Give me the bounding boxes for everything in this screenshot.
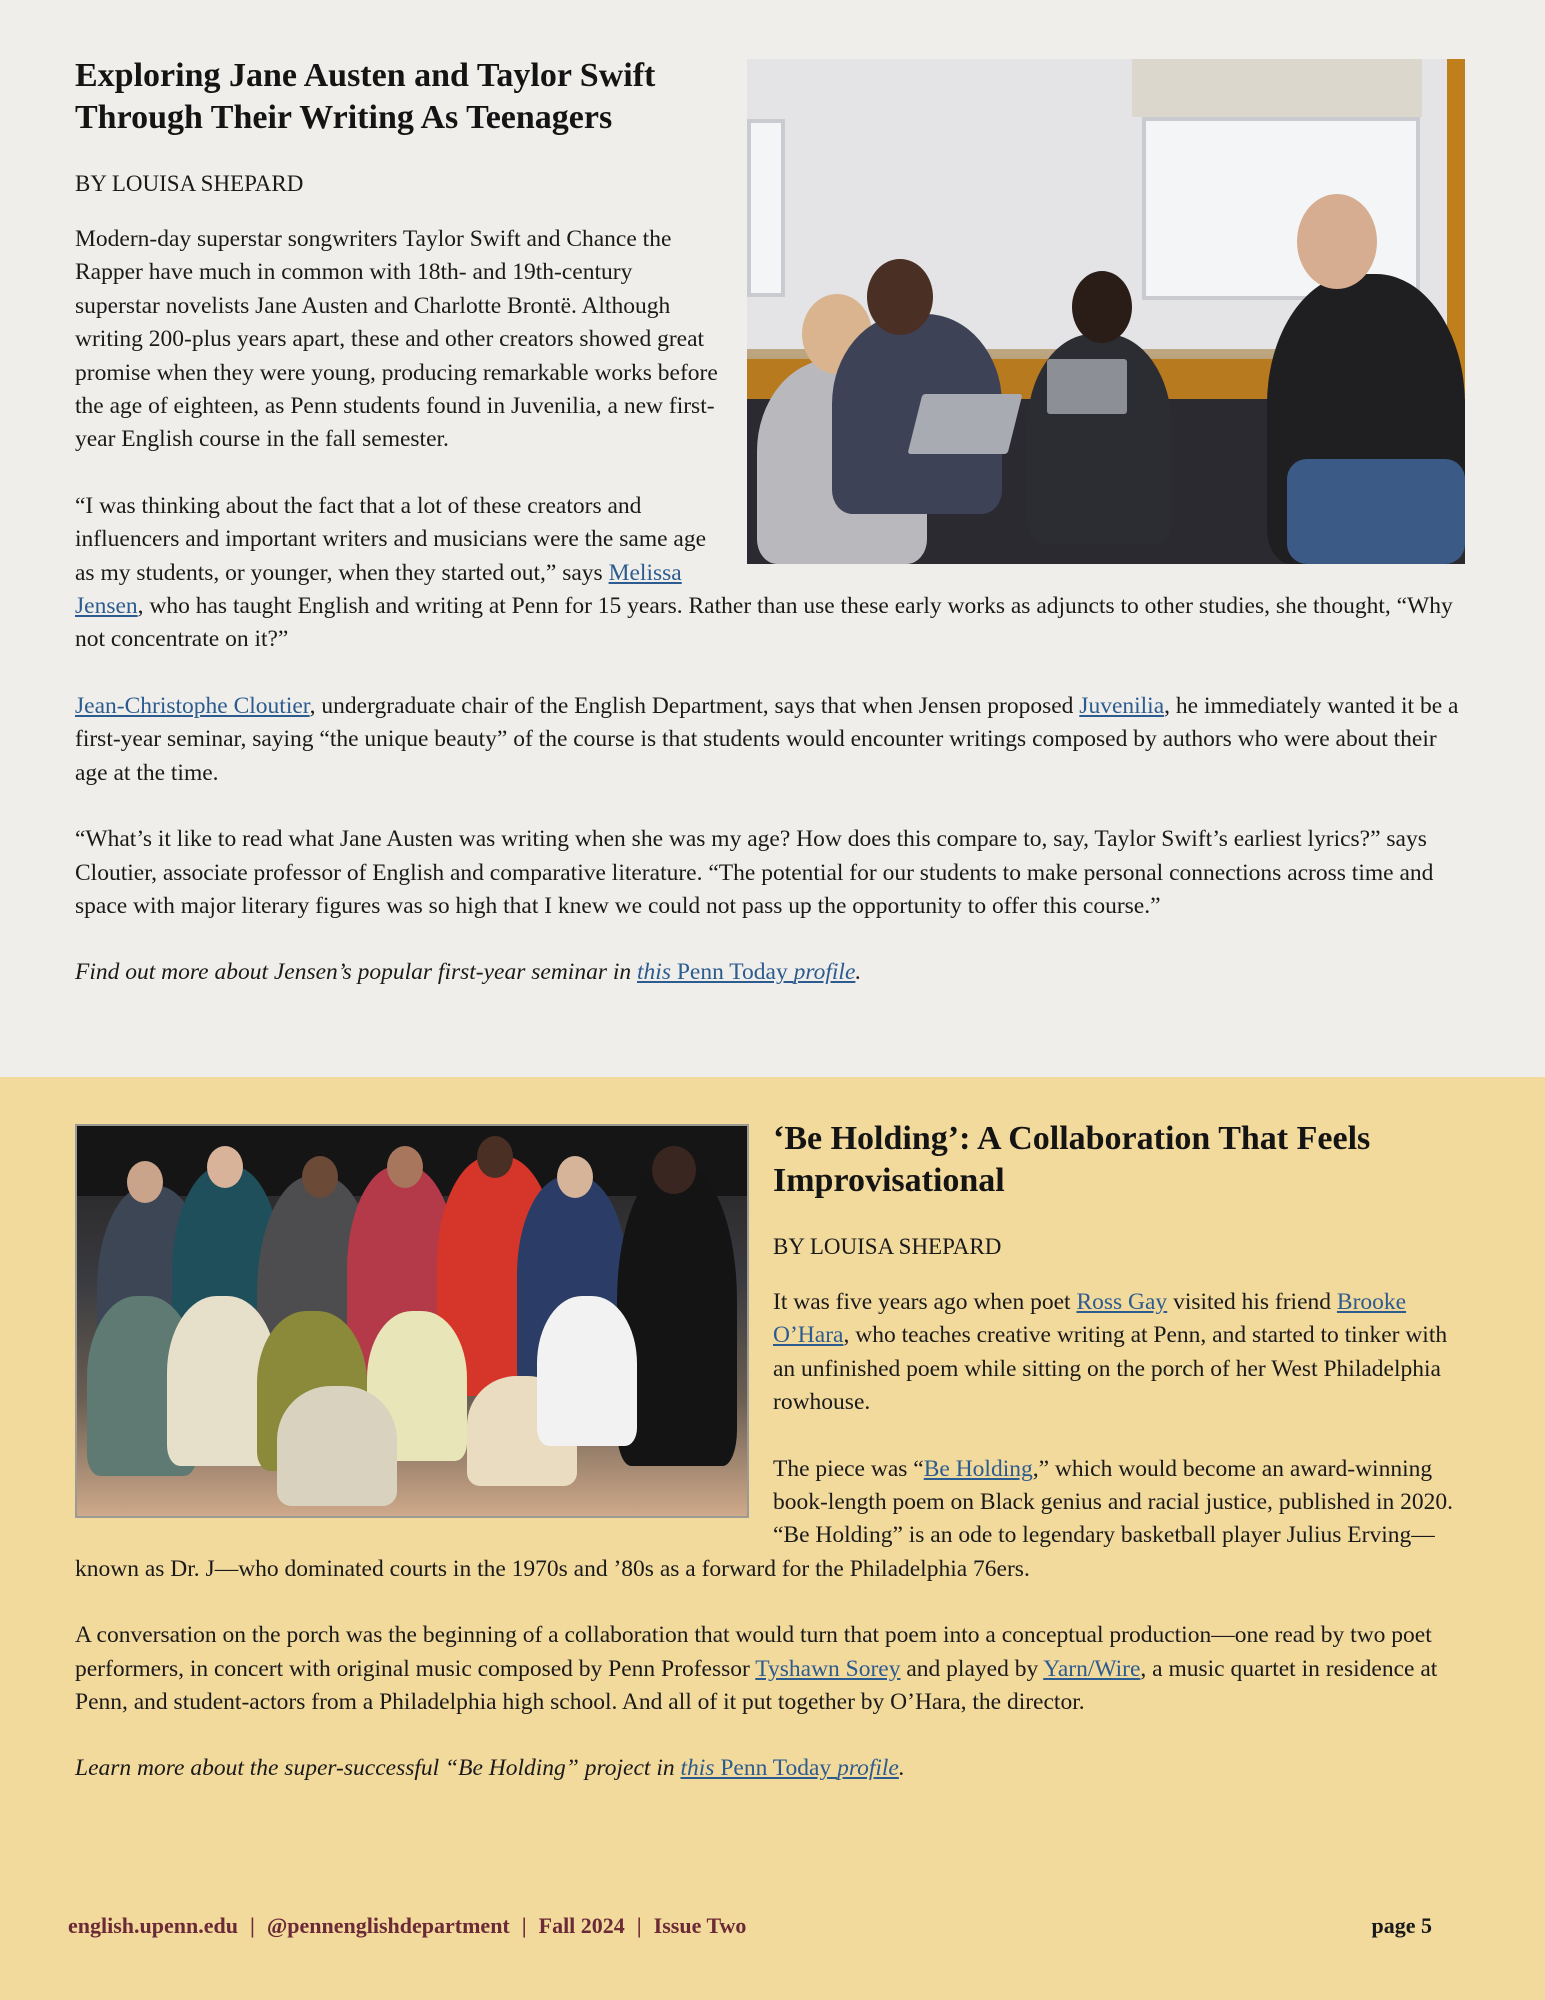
- group-photo: [75, 1124, 749, 1518]
- link-text: Penn Today: [714, 1755, 838, 1782]
- text: and played by: [900, 1655, 1044, 1682]
- footer-separator: |: [636, 1913, 642, 1938]
- link-text: this: [637, 959, 671, 986]
- link-text: profile: [837, 1755, 899, 1782]
- footer-issue: Issue Two: [653, 1913, 747, 1938]
- link-melissa-jensen[interactable]: Melissa Jensen: [75, 559, 682, 620]
- link-penn-today-profile[interactable]: [637, 959, 855, 985]
- link-brooke-ohara[interactable]: Brooke O’Hara: [773, 1289, 1407, 1349]
- article-title: ‘Be Holding’: A Collaboration That Feels Improvisational: [773, 1120, 1371, 1199]
- byline: BY LOUISA SHEPARD: [75, 171, 304, 196]
- footer-term: Fall 2024: [538, 1913, 625, 1938]
- link-tyshawn-sorey[interactable]: Tyshawn Sorey: [755, 1655, 901, 1682]
- link-juvenilia[interactable]: Juvenilia: [1079, 692, 1165, 719]
- learn-more: [75, 1752, 1465, 1785]
- classroom-photo: [747, 59, 1465, 564]
- paragraph: [75, 690, 1465, 790]
- article-title: Exploring Jane Austen and Taylor Swift Through Their Writing As Teenagers: [75, 57, 656, 136]
- footer: [68, 1910, 1468, 1942]
- text: , undergraduate chair of the English Department, says that when Jensen proposed: [309, 692, 1080, 719]
- article-be-holding: [75, 1118, 1465, 1786]
- link-ross-gay[interactable]: Ross Gay: [1076, 1289, 1168, 1315]
- link-text: Penn Today: [670, 959, 794, 986]
- text: Find out more about Jensen’s popular first-year seminar in: [75, 959, 638, 986]
- footer-separator: |: [521, 1913, 527, 1938]
- text: visited his friend: [1167, 1289, 1337, 1315]
- article-jane-austen-taylor-swift: [75, 55, 1465, 990]
- link-text: profile: [793, 959, 856, 986]
- byline: BY LOUISA SHEPARD: [773, 1234, 1002, 1259]
- text: , who has taught English and writing at Penn for 15 years. Rather than use these early works as adjuncts to other studies, she thought, “Why not concentrate on it?”: [75, 593, 1453, 653]
- link-jean-christophe-cloutier[interactable]: Jean-Christophe Cloutier: [75, 692, 310, 719]
- footer-separator: |: [249, 1913, 255, 1938]
- text: It was five years ago when poet: [773, 1289, 1077, 1315]
- link-be-holding[interactable]: Be Holding: [923, 1455, 1033, 1482]
- text: The piece was “: [773, 1455, 924, 1482]
- find-out-more: [75, 956, 1465, 989]
- text: .: [898, 1755, 905, 1782]
- text: , he immediately wanted it be a first-year seminar, saying “the unique beauty” of the course is that students would encounter writings composed by authors who were about their age at the time.: [75, 692, 1459, 786]
- text: , a music quartet in residence at Penn, and student-actors from a Philadelphia high school. And all of it put together by O’Hara, the director.: [75, 1655, 1438, 1716]
- text: , who teaches creative writing at Penn, and started to tinker with an unfinished poem while sitting on the porch of her West Philadelphia rowhouse.: [773, 1322, 1448, 1416]
- text: ,” which would become an award-winning book-length poem on Black genius and racial justice, published in 2020. “Be Holding” is an ode to legendary basketball player Julius Erving—known as Dr. J—who dominated courts in the 1970s and ’80s as a forward for the Philadelphia 76ers.: [75, 1455, 1454, 1582]
- text: Learn more about the super-successful “Be Holding” project in: [75, 1755, 681, 1782]
- paragraph: Modern-day superstar songwriters Taylor Swift and Chance the Rapper have much in common with 18th- and 19th-century superstar novelists Jane Austen and Charlotte Brontë. Although writing 200-plus years apart, these and other creators showed great promise when they were young, producing remarkable works before the age of eighteen, as Penn students found in Juvenilia, a new first-year English course in the fall semester.: [75, 226, 718, 453]
- link-text: this: [680, 1755, 715, 1782]
- text: .: [855, 959, 862, 986]
- page-number: page 5: [1371, 1913, 1432, 1938]
- footer-handle[interactable]: @pennenglishdepartment: [266, 1913, 510, 1938]
- footer-website[interactable]: english.upenn.edu: [68, 1913, 238, 1938]
- text: A conversation on the porch was the beginning of a collaboration that would turn that poem into a conceptual production—one read by two poet performers, in concert with original music composed by Penn Professor: [75, 1622, 1432, 1682]
- link-yarn-wire[interactable]: Yarn/Wire: [1043, 1655, 1141, 1682]
- paragraph: [75, 1619, 1465, 1719]
- link-penn-today-profile[interactable]: [680, 1755, 898, 1781]
- text: “I was thinking about the fact that a lot of these creators and influencers and important writers and musicians were the same age as my students, or younger, when they started out,” says: [75, 492, 707, 586]
- paragraph: “What’s it like to read what Jane Austen was writing when she was my age? How does this compare to, say, Taylor Swift’s earliest lyrics?” says Cloutier, associate professor of English and comparative literature. “The potential for our students to make personal connections across time and space with major literary figures was so high that I knew we could not pass up the opportunity to offer this course.”: [75, 826, 1434, 919]
